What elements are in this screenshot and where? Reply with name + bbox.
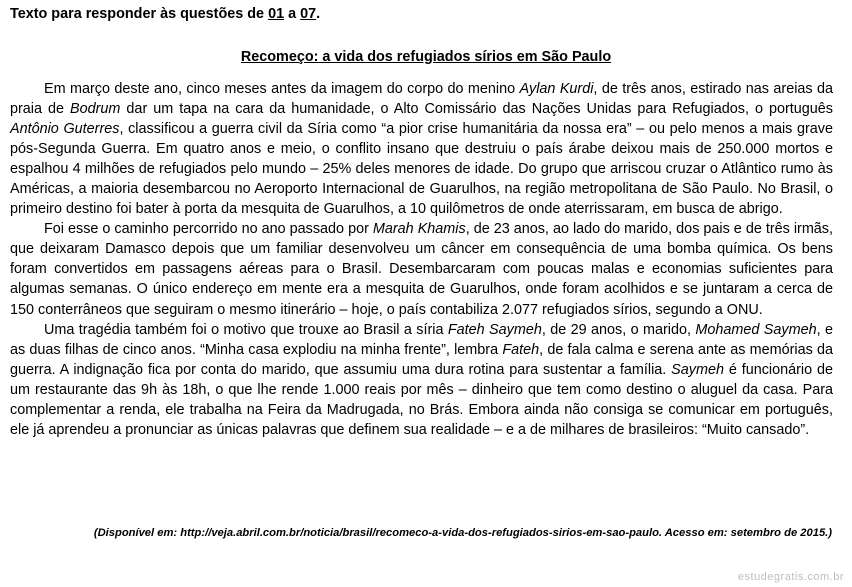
italic-name: Mohamed Saymeh [695, 321, 817, 338]
text-run: , de 23 anos, ao lado do marido, dos pais e de três irmãs, que deixaram Damasco depois que um familiar desenvolveu um câncer em consequência de uma bomba química. Os bens foram convertidos em passagens aéreas para o Brasil. Desembarcaram com poucas malas e economias suficientes para algumas semanas. O único endereço em mente era a mesquita de Guarulhos, onde foram acolhidos e se juntaram a cerca de 150 conterrâneos que seguiram o mesmo itinerário – hoje, o país contabiliza 2.077 refugiados sírios, segundo a ONU. [10, 221, 834, 318]
text-run: é funcionário de um restaurante das 9h às 18h, o que lhe rende 1.000 reais por mês – dinheiro que tem como destino o aluguel da casa. Para complementar a renda, ele trabalha na Feira da Madrugada, no Brás. Embora ainda não consiga se comunicar em português, ele já aprendeu a pronunciar as únicas palavras que definem sua realidade – e a de milhares de brasileiros: “Muito cansado”. [10, 361, 833, 438]
question-start-number: 01 [268, 6, 285, 22]
text-run: , de fala calma e serena ante as memórias da guerra. A indignação fica por conta do marido, que assumiu uma dura rotina para sustentar a família. [10, 341, 833, 378]
text-run: , classificou a guerra civil da Síria como “a pior crise humanitária da nossa era” – ou pelo menos a mais grave pós-Segunda Guerra. Em quatro anos e meio, o conflito insano que destruiu o país árabe deixou mais de 250.000 mortos e espalhou 4 milhões de refugiados pelo mundo – 25% deles menores de idade. Do grupo que arriscou cruzar o Atlântico rumo às Américas, a maioria desembarcou no Aeroporto Internacional de Guarulhos, na região metropolitana de São Paulo. No Brasil, o primeiro destino foi bater à porta da mesquita de Guarulhos, a 10 quilômetros de onde aterrissaram, em busca de abrigo. [10, 121, 834, 218]
heading-mid: a [284, 6, 301, 22]
source-citation: (Disponível em: http://veja.abril.com.br/noticia/brasil/recomeco-a-vida-dos-refugiados-sirios-em-sao-paulo. Acesso em: setembro de 2015.) [93, 527, 832, 539]
paragraph-2 [10, 219, 833, 319]
paragraph-3 [10, 320, 833, 440]
italic-name: Fateh Saymeh [447, 321, 542, 338]
text-run: Foi esse o caminho percorrido no ano passado por [44, 221, 373, 238]
italic-name: Aylan Kurdi [519, 81, 594, 97]
watermark: estudegratis.com.br [737, 571, 844, 583]
article-body [10, 79, 833, 440]
italic-name: Bodrum [70, 101, 121, 118]
italic-name: Saymeh [671, 361, 724, 378]
text-run: Uma tragédia também foi o motivo que trouxe ao Brasil a síria [44, 321, 448, 338]
text-run: , e as duas filhas de cinco anos. “Minha casa explodiu na minha frente”, lembra [10, 321, 833, 358]
text-run: Em março deste ano, cinco meses antes da imagem do corpo do menino [44, 81, 520, 97]
italic-name: Antônio Guterres [10, 121, 120, 138]
paragraph-1 [10, 79, 833, 219]
heading-suffix: . [316, 6, 321, 22]
text-run: dar um tapa na cara da humanidade, o Alto Comissário das Nações Unidas para Refugiados, o português [120, 101, 833, 118]
heading-prefix: Texto para responder às questões de [10, 6, 269, 22]
article-title: Recomeço: a vida dos refugiados sírios em São Paulo [240, 49, 612, 65]
instruction-heading [10, 4, 320, 24]
italic-name: Fateh [502, 341, 540, 358]
text-run: , de três anos, estirado nas areias da praia de [10, 81, 834, 118]
italic-name: Marah Khamis [372, 221, 466, 238]
text-run: , de 29 anos, o marido, [541, 321, 696, 338]
question-end-number: 07 [300, 6, 317, 22]
